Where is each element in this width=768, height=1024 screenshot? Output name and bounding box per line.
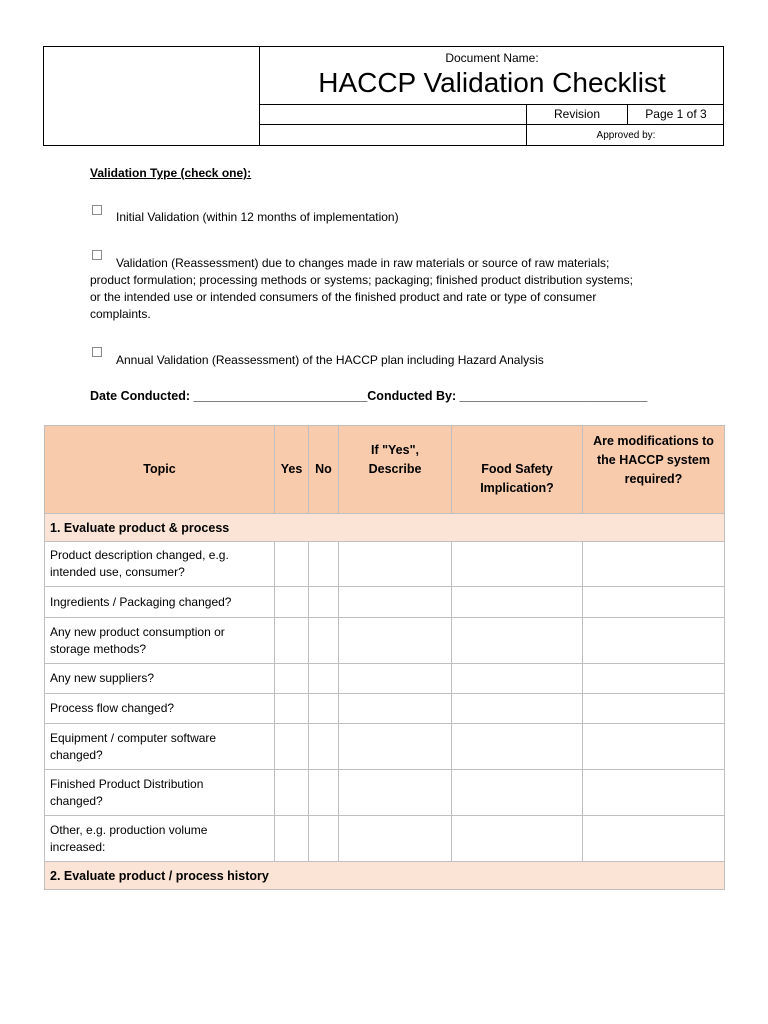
header-implication-line2: Implication? [480, 481, 554, 495]
no-cell[interactable] [309, 587, 339, 618]
describe-cell[interactable] [339, 664, 452, 694]
header-describe-line2: Describe [368, 462, 422, 476]
topic-line1: Equipment / computer software [50, 730, 217, 745]
modifications-cell[interactable] [583, 724, 725, 770]
topic-line2: changed? [50, 793, 103, 808]
modifications-cell[interactable] [583, 816, 725, 862]
implication-cell[interactable] [452, 542, 583, 587]
topic-cell [45, 770, 275, 816]
initial-validation-checkbox[interactable] [92, 205, 102, 215]
table-row [45, 542, 725, 587]
topic-cell [45, 618, 275, 664]
yes-cell[interactable] [275, 694, 309, 724]
modifications-cell[interactable] [583, 770, 725, 816]
topic-line2: storage methods? [50, 641, 147, 656]
header-modifications-line2: the HACCP system [596, 452, 710, 467]
header-yes: Yes [275, 426, 309, 514]
implication-cell[interactable] [452, 618, 583, 664]
table-row [45, 587, 725, 618]
topic-line1: Finished Product Distribution [50, 776, 204, 791]
topic-line1: Other, e.g. production volume [50, 822, 208, 837]
approved-by-label: Approved by: [596, 130, 656, 141]
topic-cell: Process flow changed? [45, 694, 275, 724]
topic-cell [45, 724, 275, 770]
topic-cell: Ingredients / Packaging changed? [45, 587, 275, 618]
table-header-row [45, 426, 725, 514]
reassessment-validation-checkbox[interactable] [92, 250, 102, 260]
topic-line2: changed? [50, 747, 103, 762]
describe-cell[interactable] [339, 542, 452, 587]
header-implication-line1: Food Safety [481, 462, 553, 476]
header-modifications-line1: Are modifications to [593, 433, 714, 448]
describe-cell[interactable] [339, 618, 452, 664]
header-no: No [309, 426, 339, 514]
section-title: 1. Evaluate product & process [45, 514, 725, 542]
annual-validation-label: Annual Validation (Reassessment) of the HACCP plan including Hazard Analysis [116, 353, 544, 367]
document-title: HACCP Validation Checklist [318, 67, 666, 98]
modifications-cell[interactable] [583, 542, 725, 587]
page-number: Page 1 of 3 [645, 107, 707, 121]
describe-cell[interactable] [339, 694, 452, 724]
modifications-cell[interactable] [583, 587, 725, 618]
section-row [45, 862, 725, 890]
describe-cell[interactable] [339, 770, 452, 816]
yes-cell[interactable] [275, 816, 309, 862]
no-cell[interactable] [309, 664, 339, 694]
document-name-label: Document Name: [445, 51, 539, 65]
reassessment-validation-label-line4: complaints. [90, 307, 151, 321]
reassessment-validation-label-line3: or the intended use or intended consumers of the finished product and rate or type of consumer [90, 290, 597, 304]
table-row [45, 816, 725, 862]
document-header [43, 46, 724, 146]
topic-line1: Any new product consumption or [50, 624, 225, 639]
yes-cell[interactable] [275, 618, 309, 664]
header-divider [260, 104, 724, 105]
header-implication [452, 426, 583, 514]
topic-cell: Any new suppliers? [45, 664, 275, 694]
no-cell[interactable] [309, 770, 339, 816]
no-cell[interactable] [309, 694, 339, 724]
annual-validation-checkbox[interactable] [92, 347, 102, 357]
conducted-line [90, 389, 647, 403]
table-row [45, 664, 725, 694]
header-modifications [583, 426, 725, 514]
no-cell[interactable] [309, 618, 339, 664]
topic-line2: intended use, consumer? [50, 565, 185, 579]
describe-cell[interactable] [339, 587, 452, 618]
yes-cell[interactable] [275, 587, 309, 618]
logo-area [44, 47, 260, 145]
no-cell[interactable] [309, 724, 339, 770]
conducted-by-label: Conducted By: [367, 389, 457, 403]
conducted-by-field[interactable]: ___________________________ [456, 389, 648, 403]
yes-cell[interactable] [275, 542, 309, 587]
implication-cell[interactable] [452, 664, 583, 694]
no-cell[interactable] [309, 816, 339, 862]
topic-line2: increased: [50, 839, 106, 854]
header-describe [339, 426, 452, 514]
date-conducted-field[interactable]: _________________________ [190, 389, 368, 403]
modifications-cell[interactable] [583, 664, 725, 694]
topic-cell [45, 542, 275, 587]
topic-line1: Product description changed, e.g. [50, 548, 229, 562]
implication-cell[interactable] [452, 694, 583, 724]
yes-cell[interactable] [275, 664, 309, 694]
header-modifications-line3: required? [624, 471, 683, 486]
table-row [45, 770, 725, 816]
implication-cell[interactable] [452, 816, 583, 862]
date-conducted-label: Date Conducted: [90, 389, 190, 403]
initial-validation-label: Initial Validation (within 12 months of implementation) [116, 210, 399, 224]
describe-cell[interactable] [339, 816, 452, 862]
table-row [45, 724, 725, 770]
header-describe-line1: If "Yes", [371, 443, 419, 457]
implication-cell[interactable] [452, 587, 583, 618]
validation-type-heading: Validation Type (check one): [90, 166, 252, 180]
table-row [45, 694, 725, 724]
describe-cell[interactable] [339, 724, 452, 770]
reassessment-validation-label-line1: Validation (Reassessment) due to changes made in raw materials or source of raw materials; [116, 256, 610, 270]
section-title: 2. Evaluate product / process history [45, 862, 725, 890]
yes-cell[interactable] [275, 724, 309, 770]
modifications-cell[interactable] [583, 694, 725, 724]
header-topic: Topic [45, 426, 275, 514]
implication-cell[interactable] [452, 724, 583, 770]
revision-label: Revision [553, 107, 601, 121]
modifications-cell[interactable] [583, 618, 725, 664]
checklist-table [44, 425, 725, 890]
topic-cell [45, 816, 275, 862]
no-cell[interactable] [309, 542, 339, 587]
reassessment-validation-label-line2: product formulation; processing methods or systems; packaging; finished product distribution systems; [90, 273, 633, 287]
section-row [45, 514, 725, 542]
header-divider [260, 124, 724, 125]
yes-cell[interactable] [275, 770, 309, 816]
table-row [45, 618, 725, 664]
implication-cell[interactable] [452, 770, 583, 816]
